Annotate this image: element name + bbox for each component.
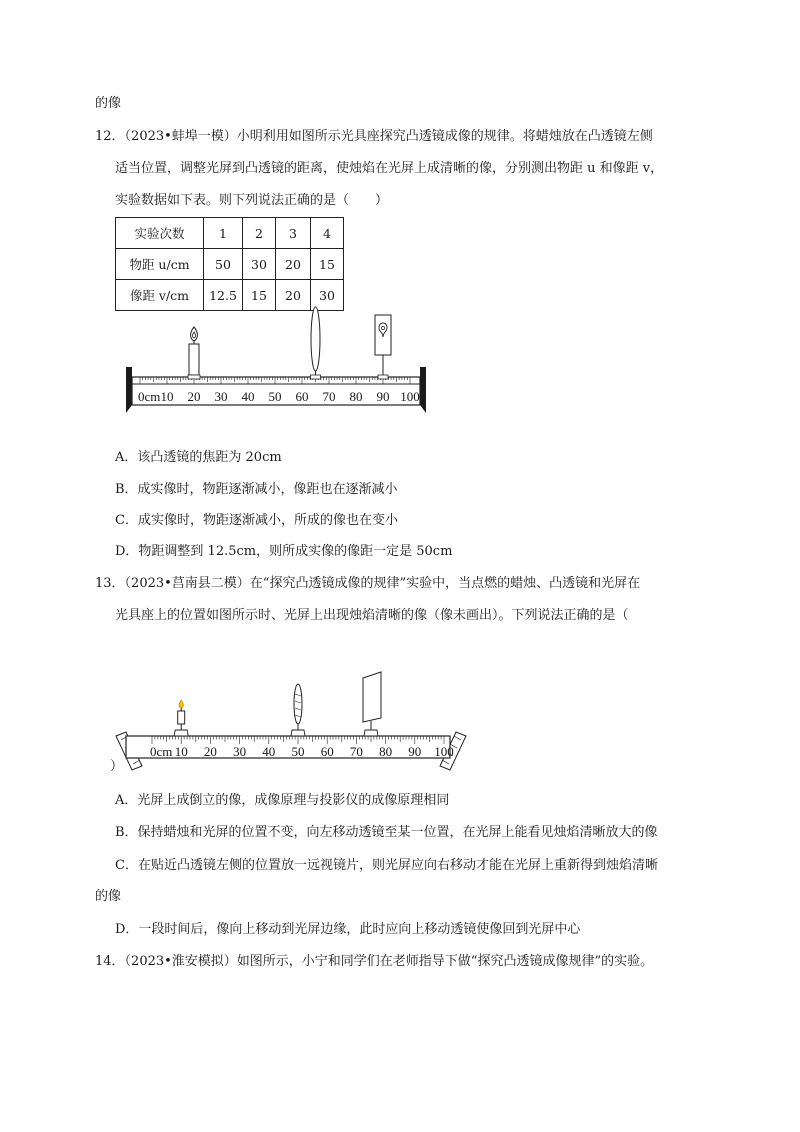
- question-12-line-3: 实验数据如下表。则下列说法正确的是（ ）: [115, 193, 389, 208]
- scale-label: 10: [160, 389, 174, 404]
- question-12-line-2: 适当位置，调整光屏到凸透镜的距离，使烛焰在光屏上成清晰的像，分别测出物距 u 和像距 v，: [115, 161, 664, 176]
- optical-bench-figure-1: [110, 305, 450, 420]
- scale-label: 0cm: [138, 389, 161, 404]
- question-13-line-2: 光具座上的位置如图所示时、光屏上出现烛焰清晰的像（像未画出）。下列说法正确的是（: [115, 608, 629, 623]
- scale-label: 60: [295, 389, 309, 404]
- table-cell: 12.5: [204, 280, 243, 311]
- table-cell: 20: [276, 280, 311, 311]
- table-cell: 20: [276, 249, 311, 280]
- bench-left-clamp: [126, 367, 132, 413]
- question-12-line-1: 12．（2023•蚌埠一模）小明利用如图所示光具座探究凸透镜成像的规律。将蜡烛放在凸透镜左侧: [95, 129, 653, 144]
- table-cell: 物距 u/cm: [116, 249, 204, 280]
- table-row: [116, 218, 344, 249]
- candle-icon: [174, 700, 188, 736]
- question-14-line-1: 14．（2023•淮安模拟）如图所示，小宁和同学们在老师指导下做“探究凸透镜成像规律”的实验。: [95, 954, 654, 969]
- candle-icon: [188, 327, 200, 379]
- table-cell: 1: [204, 218, 243, 249]
- convex-lens-icon: [291, 684, 305, 736]
- table-row: [116, 249, 344, 280]
- scale-label: 70: [322, 389, 336, 404]
- question-13-option-a: A．光屏上成倒立的像，成像原理与投影仪的成像原理相同: [115, 793, 450, 808]
- scale-label: 80: [349, 389, 363, 404]
- scale-label: 60: [320, 744, 334, 759]
- question-12-option-a: A．该凸透镜的焦距为 20cm: [115, 450, 282, 465]
- scale-label: 10: [174, 744, 188, 759]
- text-line-continuation: 的像: [95, 96, 122, 111]
- data-table: [115, 217, 344, 311]
- table-cell: 30: [243, 249, 276, 280]
- table-cell: 像距 v/cm: [116, 280, 204, 311]
- scale-label: 40: [241, 389, 255, 404]
- question-12-option-c: C．成实像时，物距逐渐减小，所成的像也在变小: [115, 513, 398, 528]
- table-cell: 实验次数: [116, 218, 204, 249]
- scale-label: 30: [214, 389, 228, 404]
- question-13-closing-paren: ）: [110, 759, 124, 774]
- question-12-option-b: B．成实像时，物距逐渐减小，像距也在逐渐减小: [115, 482, 398, 497]
- scale-label: 20: [203, 744, 217, 759]
- question-13-option-b: B．保持蜡烛和光屏的位置不变，向左移动透镜至某一位置，在光屏上能看见烛焰清晰放大的像: [115, 825, 658, 840]
- table-cell: 30: [311, 280, 344, 311]
- table-cell: 2: [243, 218, 276, 249]
- scale-label: 90: [408, 744, 422, 759]
- scale-label: 100: [400, 389, 420, 404]
- scale-label: 40: [262, 744, 276, 759]
- scale-label: 50: [291, 744, 305, 759]
- scale-label: 90: [376, 389, 390, 404]
- question-13-line-1: 13．（2023•莒南县二模）在“探究凸透镜成像的规律”实验中，当点燃的蜡烛、凸透镜和光屏在: [95, 576, 641, 591]
- scale-label: 30: [233, 744, 247, 759]
- table-cell: 4: [311, 218, 344, 249]
- table-cell: 15: [311, 249, 344, 280]
- question-13-option-c: C．在贴近凸透镜左侧的位置放一远视镜片，则光屏应向右移动才能在光屏上重新得到烛焰清晰: [115, 858, 658, 873]
- light-screen-icon: [375, 315, 391, 379]
- scale-label: 100: [434, 744, 454, 759]
- question-13-option-d: D．一段时间后，像向上移动到光屏边缘，此时应向上移动透镜使像回到光屏中心: [115, 922, 581, 937]
- table-cell: 15: [243, 280, 276, 311]
- question-13-option-c-continued: 的像: [95, 889, 122, 904]
- question-12-option-d: D．物距调整到 12.5cm，则所成实像的像距一定是 50cm: [115, 544, 453, 559]
- table-cell: 50: [204, 249, 243, 280]
- scale-label: 70: [349, 744, 363, 759]
- bench-right-clamp: [420, 367, 426, 413]
- scale-label: 0cm: [150, 744, 173, 759]
- table-cell: 3: [276, 218, 311, 249]
- scale-label: 20: [187, 389, 201, 404]
- scale-label: 80: [379, 744, 393, 759]
- convex-lens-icon: [311, 307, 321, 379]
- optical-bench-figure-2: [112, 670, 472, 780]
- light-screen-icon: [363, 672, 381, 736]
- scale-label: 50: [268, 389, 282, 404]
